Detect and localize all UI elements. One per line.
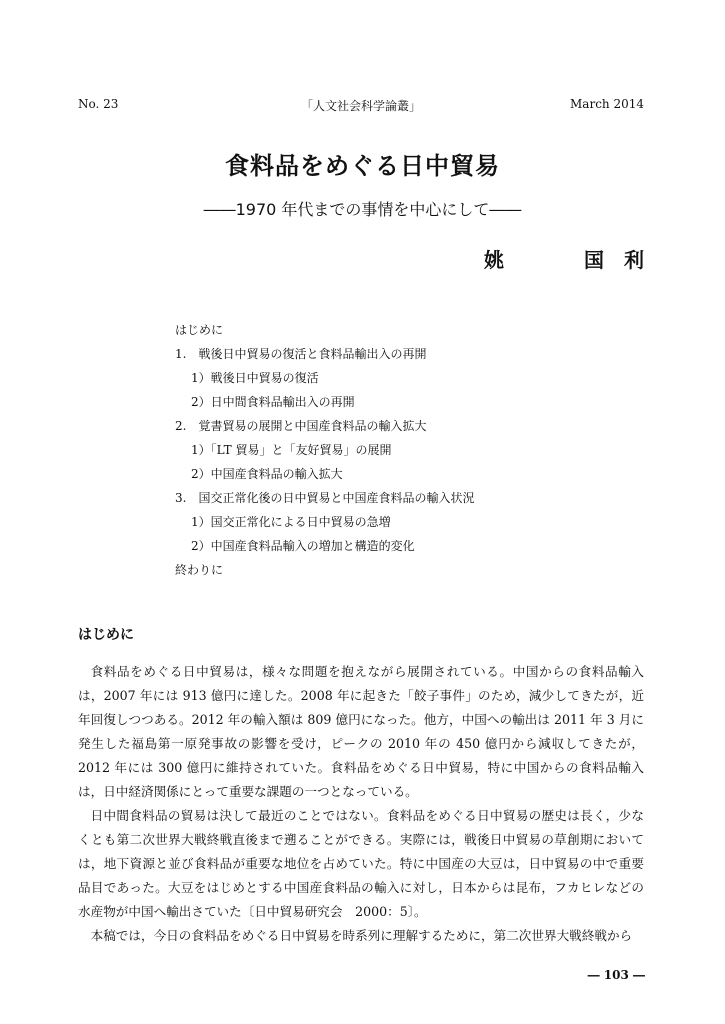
toc-subentry: 2）中国産食料品の輸入拡大: [191, 467, 343, 481]
toc-entry: はじめに: [175, 323, 224, 337]
toc-subentry: 1）「LT 貿易」と「友好貿易」の展開: [191, 443, 392, 457]
author-given-name: 国 利: [584, 248, 644, 272]
running-header: [78, 97, 644, 117]
paper-title: 食料品をめぐる日中貿易: [225, 152, 500, 180]
paragraph: 食料品をめぐる日中貿易は，様々な問題を抱えながら展開されている。中国からの食料品輸入は，2007 年には 913 億円に達した。2008 年に起きた「餃子事件」のため，減少してきたが，近年回復しつつある。2012 年の輸入額は 809 億円になった。他方，中国への輸出は 2011 年 3 月に発生した福島第一原発事故の影響を受け，ピークの 2010 年の 450 億円から減収してきたが，2012 年には 300 億円に維持されていた。食料品をめぐる日中貿易，特に中国からの食料品輸入は，日中経済関係にとって重要な課題の一つとなっている。: [78, 664, 644, 799]
paragraph: 日中間食料品の貿易は決して最近のことではない。食料品をめぐる日中貿易の歴史は長く，少なくとも第二次世界大戦終戦直後まで遡ることができる。実際には，戦後日中貿易の草創期においては，地下資源と並び食料品が重要な地位を占めていた。特に中国産の大豆は，日中貿易の中で重要品目であった。大豆をはじめとする中国産食料品の輸入に対し，日本からは昆布，フカヒレなどの水産物が中国へ輸出さていた〔日中貿易研究会 2000：5〕。: [78, 808, 644, 919]
toc-subentry: 2）日中間食料品輸出入の再開: [191, 395, 355, 409]
paper-subtitle: ――1970 年代までの事情を中心にして――: [203, 200, 522, 219]
toc-subentry: 1）戦後日中貿易の復活: [191, 371, 319, 385]
author-family-name: 姚: [484, 248, 504, 272]
toc-entry: 終わりに: [175, 563, 224, 577]
toc-subentry: 2）中国産食料品輸入の増加と構造的変化: [191, 539, 415, 553]
issue-number: No. 23: [78, 97, 119, 111]
issue-date: March 2014: [570, 97, 644, 111]
toc-entry: 3. 国交正常化後の日中貿易と中国産食料品の輸入状況: [175, 491, 475, 505]
journal-name: 「人文社会科学論叢」: [300, 99, 421, 113]
author-name: [484, 244, 644, 273]
table-of-contents: [175, 318, 595, 582]
toc-subentry: 1）国交正常化による日中貿易の急増: [191, 515, 391, 529]
toc-entry: 2. 覚書貿易の展開と中国産食料品の輸入拡大: [175, 419, 427, 433]
paragraph: 本稿では，今日の食料品をめぐる日中貿易を時系列に理解するために，第二次世界大戦終戦から: [90, 928, 633, 943]
page-number: ― 103 ―: [587, 968, 645, 982]
toc-entry: 1. 戦後日中貿易の復活と食料品輸出入の再開: [175, 347, 427, 361]
section-heading: はじめに: [78, 627, 134, 643]
body-text: [78, 660, 644, 948]
